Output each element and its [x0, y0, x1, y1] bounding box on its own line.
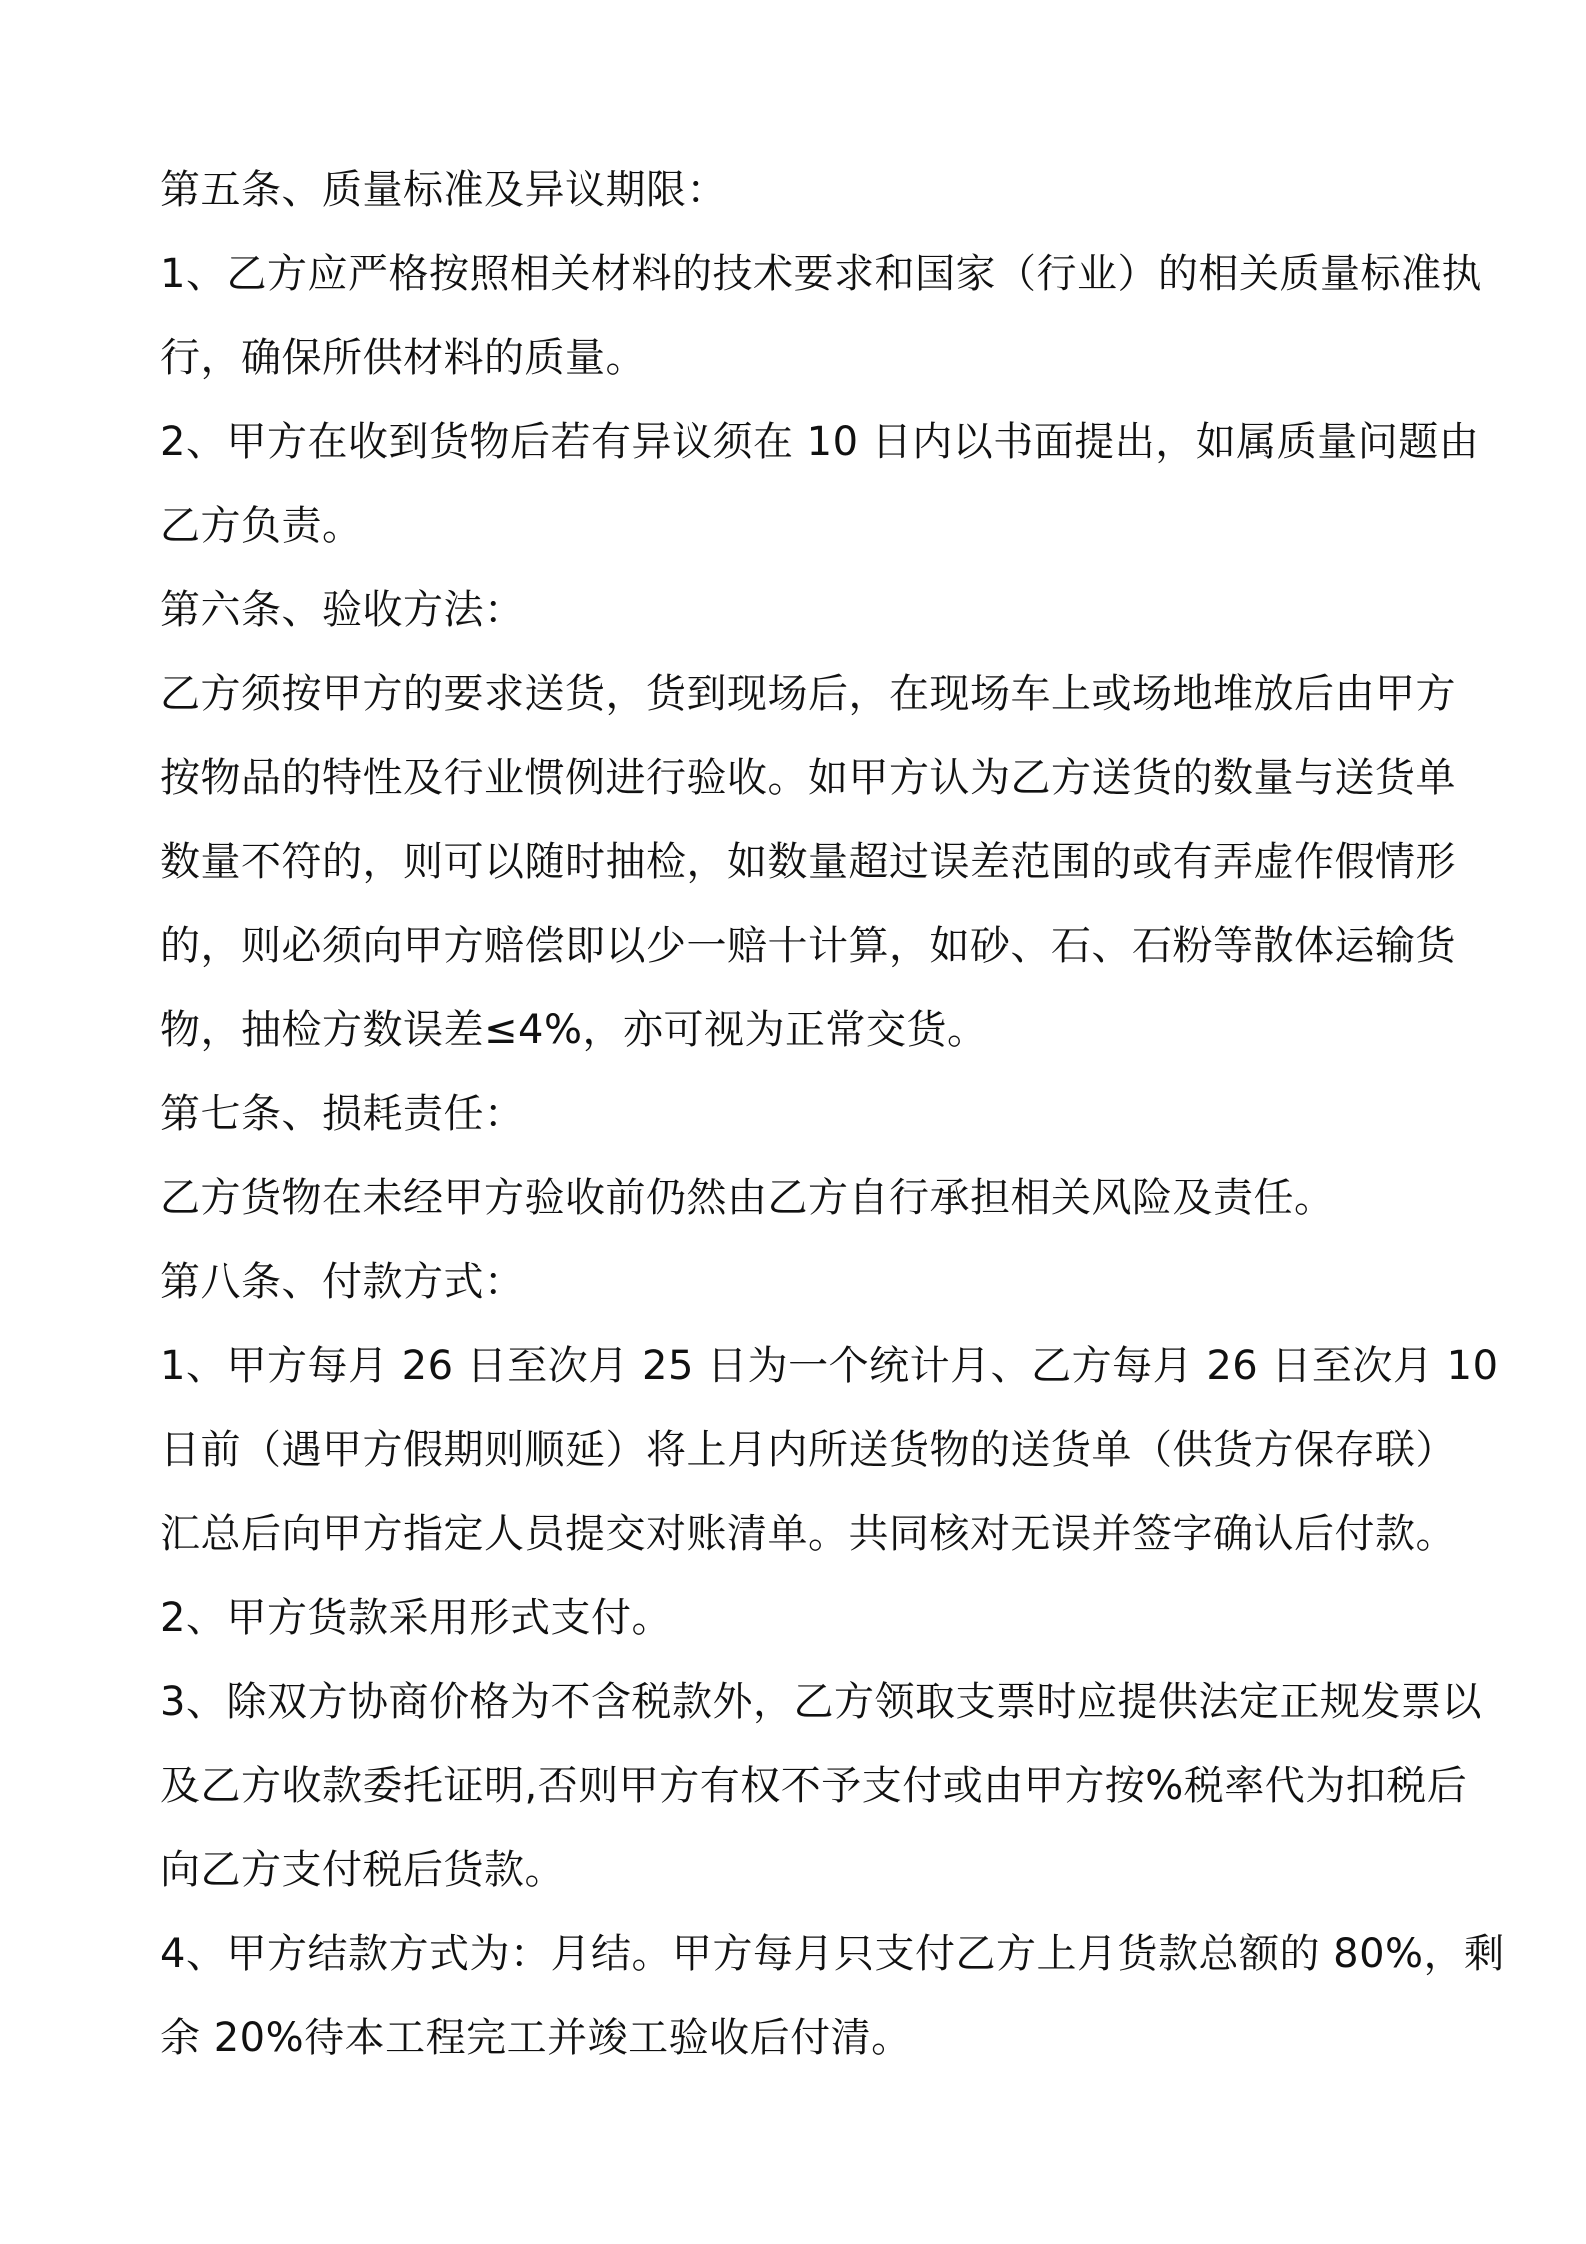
article-5-clause-2-line-2: 乙方负责。 [160, 503, 363, 549]
article-7-text-line-1: 乙方货物在未经甲方验收前仍然由乙方自行承担相关风险及责任。 [160, 1175, 1335, 1221]
article-8-clause-2-line-1: 2、甲方货款采用形式支付。 [160, 1595, 672, 1641]
article-6-text-line-1: 乙方须按甲方的要求送货，货到现场后，在现场车上或场地堆放后由甲方 [160, 671, 1456, 717]
article-8-clause-3-line-1: 3、除双方协商价格为不含税款外，乙方领取支票时应提供法定正规发票以 [160, 1679, 1482, 1725]
article-6-heading: 第六条、验收方法： [160, 587, 525, 633]
article-5-clause-1-line-2: 行，确保所供材料的质量。 [160, 335, 646, 381]
article-6-text-line-4: 的，则必须向甲方赔偿即以少一赔十计算，如砂、石、石粉等散体运输货 [160, 923, 1456, 969]
article-5-heading: 第五条、质量标准及异议期限： [160, 167, 727, 213]
article-7-heading: 第七条、损耗责任： [160, 1091, 525, 1137]
article-8-clause-1-line-1: 1、甲方每月 26 日至次月 25 日为一个统计月、乙方每月 26 日至次月 10 [160, 1343, 1499, 1389]
article-6-text-line-5: 物，抽检方数误差≤4%，亦可视为正常交货。 [160, 1007, 988, 1053]
article-8-clause-4-line-1: 4、甲方结款方式为：月结。甲方每月只支付乙方上月货款总额的 80%，剩 [160, 1931, 1505, 1977]
article-8-clause-1-line-3: 汇总后向甲方指定人员提交对账清单。共同核对无误并签字确认后付款。 [160, 1511, 1456, 1557]
article-5-clause-2-line-1: 2、甲方在收到货物后若有异议须在 10 日内以书面提出，如属质量问题由 [160, 419, 1480, 465]
article-8-clause-4-line-2: 余 20%待本工程完工并竣工验收后付清。 [160, 2015, 912, 2061]
article-6-text-line-2: 按物品的特性及行业惯例进行验收。如甲方认为乙方送货的数量与送货单 [160, 755, 1456, 801]
article-6-text-line-3: 数量不符的，则可以随时抽检，如数量超过误差范围的或有弄虚作假情形 [160, 839, 1456, 885]
document-body [160, 148, 1505, 2080]
article-8-heading: 第八条、付款方式： [160, 1259, 525, 1305]
article-5-clause-1-line-1: 1、乙方应严格按照相关材料的技术要求和国家（行业）的相关质量标准执 [160, 251, 1482, 297]
article-8-clause-3-line-2: 及乙方收款委托证明,否则甲方有权不予支付或由甲方按%税率代为扣税后 [160, 1763, 1468, 1809]
article-8-clause-1-line-2: 日前（遇甲方假期则顺延）将上月内所送货物的送货单（供货方保存联） [160, 1427, 1456, 1473]
article-8-clause-3-line-3: 向乙方支付税后货款。 [160, 1847, 565, 1893]
